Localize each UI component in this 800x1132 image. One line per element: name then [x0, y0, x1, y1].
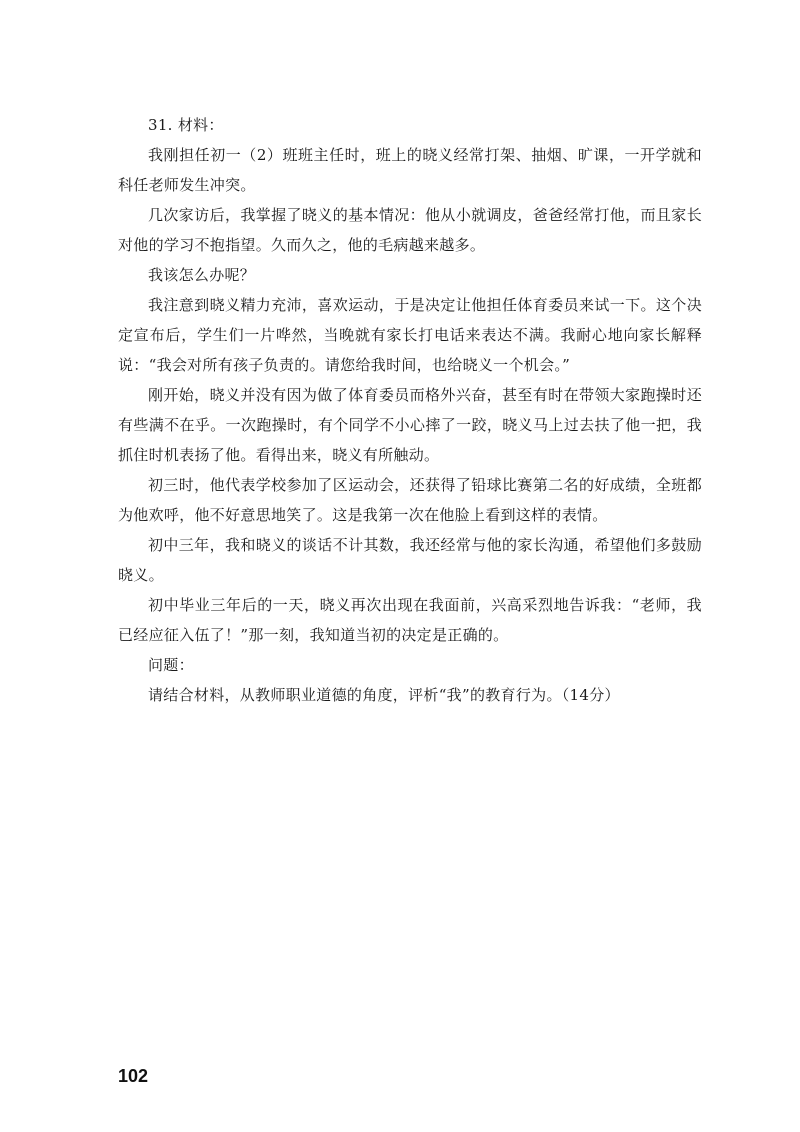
material-paragraph-5: 刚开始，晓义并没有因为做了体育委员而格外兴奋，甚至有时在带领大家跑操时还有些满不在乎。一次跑操时，有个同学不小心摔了一跤，晓义马上过去扶了他一把，我抓住时机表扬了他。看得出来，晓义有所触动。 — [118, 386, 702, 464]
page-number: 102 — [118, 1066, 149, 1086]
question-header: 31. 材料： — [148, 116, 224, 134]
material-paragraph-8: 初中毕业三年后的一天，晓义再次出现在我面前，兴高采烈地告诉我：“老师，我已经应征入伍了！”那一刻，我知道当初的决定是正确的。 — [118, 596, 702, 644]
material-paragraph-2: 几次家访后，我掌握了晓义的基本情况：他从小就调皮，爸爸经常打他，而且家长对他的学习不抱指望。久而久之，他的毛病越来越多。 — [118, 206, 702, 254]
question-block — [118, 110, 702, 710]
prompt-text: 请结合材料，从教师职业道德的角度，评析“我”的教育行为。（14分） — [148, 686, 620, 704]
material-paragraph-7: 初中三年，我和晓义的谈话不计其数，我还经常与他的家长沟通，希望他们多鼓励晓义。 — [118, 536, 702, 584]
material-paragraph-1: 我刚担任初一（2）班班主任时，班上的晓义经常打架、抽烟、旷课，一开学就和科任老师发生冲突。 — [118, 146, 702, 194]
material-paragraph-4: 我注意到晓义精力充沛，喜欢运动，于是决定让他担任体育委员来试一下。这个决定宣布后，学生们一片哗然，当晚就有家长打电话来表达不满。我耐心地向家长解释说：“我会对所有孩子负责的。请您给我时间，也给晓义一个机会。” — [118, 296, 702, 374]
material-paragraph-6: 初三时，他代表学校参加了区运动会，还获得了铅球比赛第二名的好成绩，全班都为他欢呼，他不好意思地笑了。这是我第一次在他脸上看到这样的表情。 — [118, 476, 702, 524]
material-paragraph-3: 我该怎么办呢？ — [148, 266, 256, 284]
prompt-label: 问题： — [148, 656, 194, 674]
